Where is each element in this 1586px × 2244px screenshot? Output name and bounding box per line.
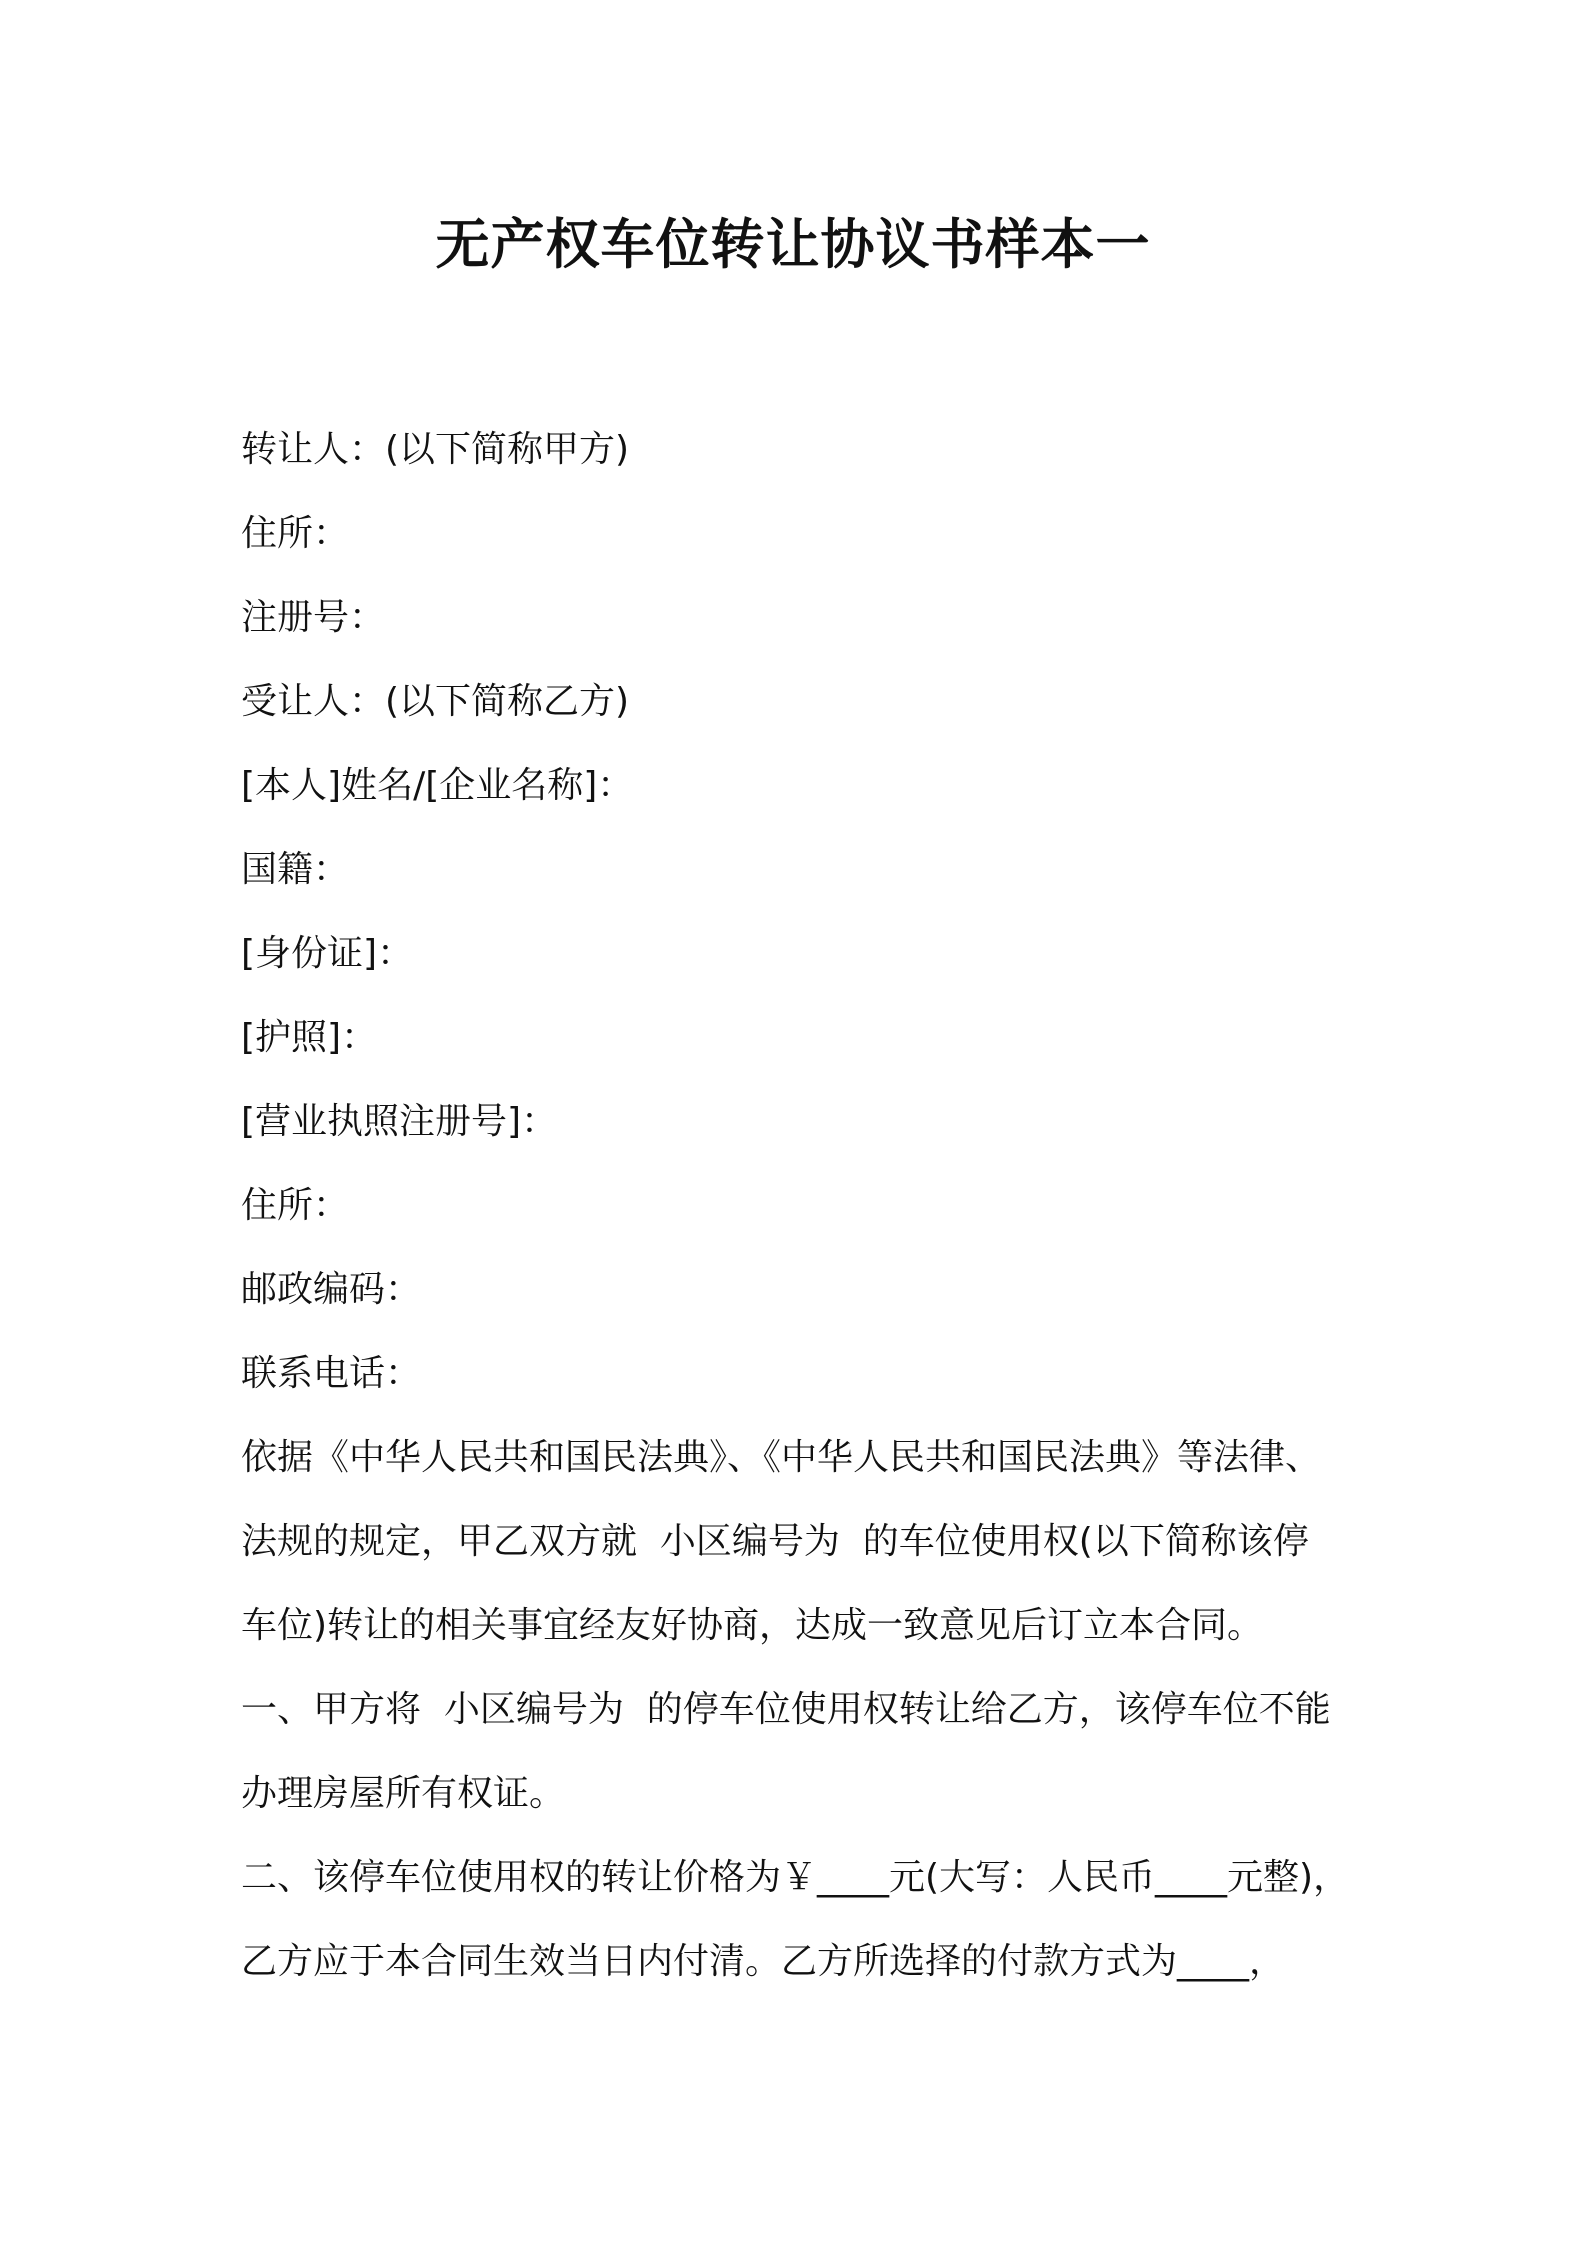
name-company-line: [本人]姓名/[企业名称]：	[241, 765, 634, 806]
passport-line: [护照]：	[241, 1017, 378, 1058]
transferee-address-line: 住所：	[241, 1185, 350, 1226]
phone-line: 联系电话：	[241, 1353, 422, 1394]
document-title: 无产权车位转让协议书样本一	[435, 213, 1151, 276]
transferor-address-line: 住所：	[241, 513, 350, 554]
document-body	[241, 408, 1391, 2004]
preamble-line-1: 依据《中华人民共和国民法典》、《中华人民共和国民法典》等法律、	[241, 1437, 1322, 1478]
registration-number-line: 注册号：	[241, 597, 386, 638]
clause-1-line-1: 一、甲方将 小区编号为 的停车位使用权转让给乙方，该停车位不能	[241, 1689, 1331, 1730]
transferor-line: 转让人：(以下简称甲方)	[241, 429, 630, 470]
preamble-line-2: 法规的规定，甲乙双方就 小区编号为 的车位使用权(以下简称该停	[241, 1521, 1309, 1562]
preamble-line-3: 车位)转让的相关事宜经友好协商，达成一致意见后订立本合同。	[241, 1605, 1264, 1646]
nationality-line: 国籍：	[241, 849, 350, 890]
transferee-line: 受让人：(以下简称乙方)	[241, 681, 630, 722]
id-card-line: [身份证]：	[241, 933, 414, 974]
business-license-line: [营业执照注册号]：	[241, 1101, 558, 1142]
clause-2-line-1: 二、该停车位使用权的转让价格为￥____元(大写：人民币____元整)，	[241, 1857, 1350, 1898]
clause-2-line-2: 乙方应于本合同生效当日内付清。乙方所选择的付款方式为____，	[241, 1941, 1286, 1982]
postal-code-line: 邮政编码：	[241, 1269, 422, 1310]
clause-1-line-2: 办理房屋所有权证。	[241, 1773, 566, 1814]
